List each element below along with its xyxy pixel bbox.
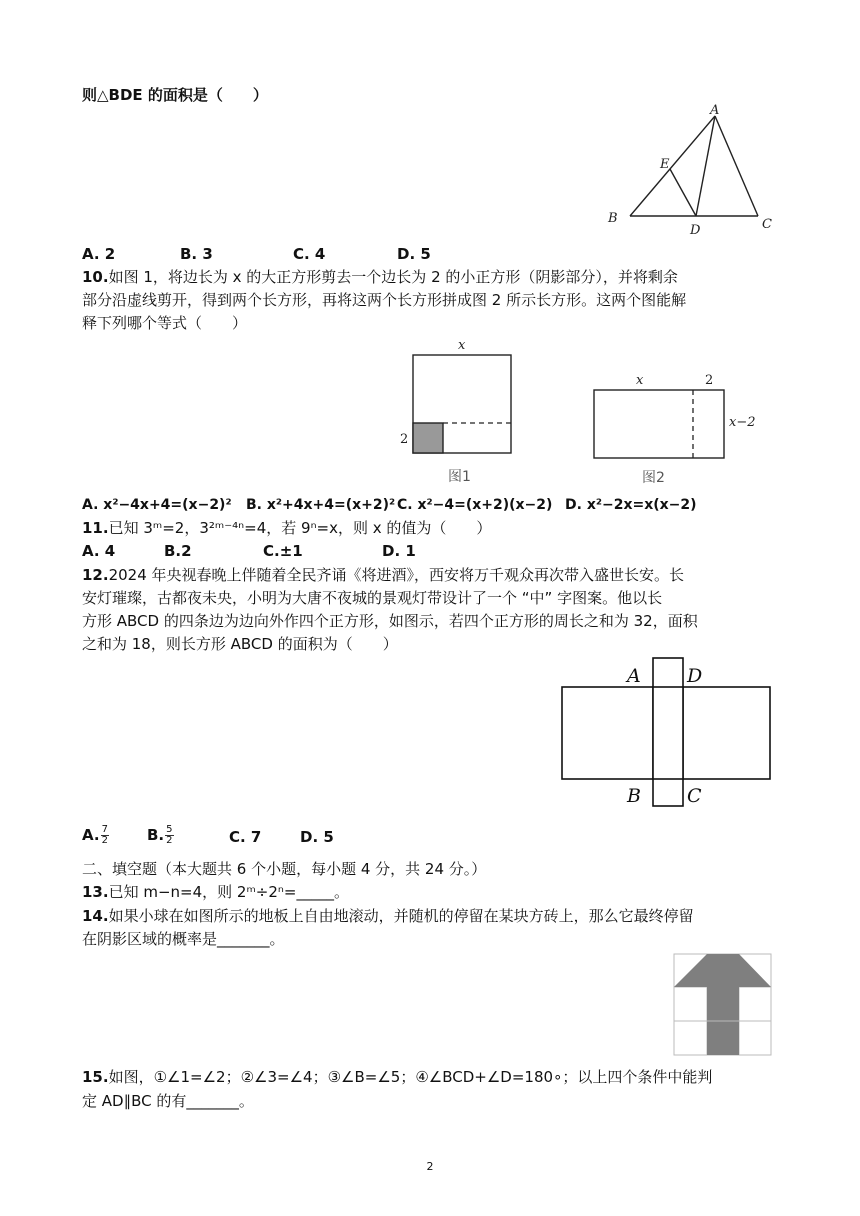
- label-E: E: [660, 157, 670, 172]
- triangle-figure: [600, 104, 780, 238]
- q10-line1: 10.如图 1，将边长为 x 的大正方形剪去一个边长为 2 的小正方形（阴影部分），并将剩余: [82, 268, 678, 286]
- label-C: C: [762, 217, 772, 232]
- section-2-heading: 二、填空题（本大题共 6 个小题，每小题 4 分，共 24 分。）: [82, 860, 487, 878]
- svg-text:2: 2: [705, 373, 714, 388]
- q12-line2: 安灯璀璨，古都夜未央，小明为大唐不夜城的景观灯带设计了一个 “中” 字图案。他以长: [82, 589, 663, 607]
- label-A: A: [627, 665, 641, 687]
- q12-option-c: C. 7: [229, 828, 262, 846]
- svg-text:2: 2: [400, 432, 409, 447]
- q12-line1: 12.2024 年央视春晚上伴随着全民齐诵《将进酒》，西安将万千观众再次带入盛世长安。长: [82, 566, 685, 584]
- zhong-figure: [560, 656, 775, 811]
- q12-option-b: B. $\frac{5}{2}$: [147, 824, 173, 846]
- q10-option-b: B. x²+4x+4=(x+2)²: [246, 497, 396, 513]
- q9-option-d: D. 5: [397, 245, 431, 263]
- q9-option-b: B. 3: [180, 245, 213, 263]
- q10-line2: 部分沿虚线剪开，得到两个长方形，再将这两个长方形拼成图 2 所示长方形。这两个图能解: [82, 291, 687, 309]
- q9-stem-tail: 则△BDE 的面积是（ ）: [82, 86, 268, 104]
- q12-option-d: D. 5: [300, 828, 334, 846]
- svg-text:图2: 图2: [642, 470, 665, 486]
- q11-stem: 11.已知 3ᵐ=2，3²ᵐ⁻⁴ⁿ=4，若 9ⁿ=x，则 x 的值为（ ）: [82, 519, 492, 537]
- page-number: 2: [426, 1160, 434, 1173]
- q10-line3: 释下列哪个等式（ ）: [82, 314, 248, 332]
- q9-option-a: A. 2: [82, 245, 116, 263]
- label-D: D: [687, 665, 703, 687]
- arrow-floor-figure: [673, 953, 773, 1057]
- label-A: A: [710, 104, 720, 118]
- svg-text:x: x: [458, 338, 466, 353]
- q12-option-a: A. $\frac{7}{2}$: [82, 824, 108, 846]
- q12-line3: 方形 ABCD 的四条边为边向外作四个正方形，如图示，若四个正方形的周长之和为 32，面积: [82, 612, 698, 630]
- q11-option-c: C.±1: [263, 542, 303, 560]
- q11-option-b: B.2: [164, 542, 192, 560]
- q10-number: 10.: [82, 268, 109, 286]
- q10-option-c: C. x²−4=(x+2)(x−2): [397, 497, 553, 513]
- q14-line1: 14.如果小球在如图所示的地板上自由地滚动，并随机的停留在某块方砖上，那么它最终停留: [82, 907, 694, 925]
- svg-text:图1: 图1: [448, 469, 471, 485]
- label-B: B: [608, 211, 618, 226]
- q12-line4: 之和为 18，则长方形 ABCD 的面积为（ ）: [82, 635, 398, 653]
- label-B: B: [627, 785, 641, 807]
- q15-line2: 定 AD∥BC 的有_______。: [82, 1092, 254, 1110]
- q9-option-c: C. 4: [293, 245, 326, 263]
- q11-option-a: A. 4: [82, 542, 116, 560]
- label-D: D: [690, 223, 701, 238]
- svg-text:x−2: x−2: [729, 415, 756, 430]
- q15-line1: 15.如图，①∠1=∠2；②∠3=∠4；③∠B=∠5；④∠BCD+∠D=180∘；以上四个条件中能判: [82, 1068, 713, 1086]
- q10-figure-1: [396, 335, 526, 490]
- q13-stem: 13.已知 m−n=4，则 2ᵐ÷2ⁿ=_____。: [82, 883, 349, 901]
- q10-figure-2: [586, 364, 786, 490]
- q10-option-d: D. x²−2x=x(x−2): [565, 497, 697, 513]
- q11-option-d: D. 1: [382, 542, 416, 560]
- svg-text:x: x: [636, 373, 644, 388]
- q14-line2: 在阴影区域的概率是_______。: [82, 930, 285, 948]
- label-C: C: [687, 785, 702, 807]
- q10-option-a: A. x²−4x+4=(x−2)²: [82, 497, 232, 513]
